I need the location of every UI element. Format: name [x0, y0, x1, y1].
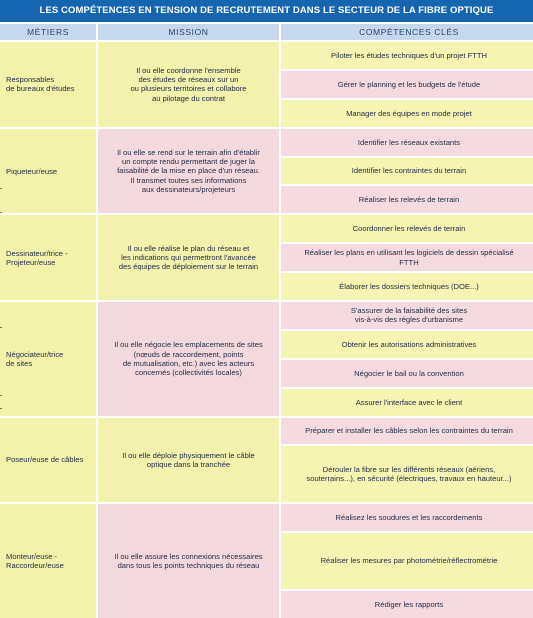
competence-text: Élaborer les dossiers techniques (DOE...)	[339, 281, 479, 291]
competence-text: Manager des équipes en mode projet	[346, 108, 472, 118]
competence-text: Préparer et installer les câbles selon les contraintes du terrain	[305, 426, 513, 436]
competence-cell	[281, 591, 533, 618]
header-competences: COMPÉTENCES CLÉS	[281, 24, 533, 40]
competence-cell	[281, 273, 533, 300]
mission-cell	[98, 129, 279, 214]
metier-cell	[0, 129, 96, 214]
metier-cell	[0, 418, 96, 503]
mission-text: Il ou elle assure les connexions nécessaires dans tous les points techniques du réseau	[114, 551, 263, 571]
metier-label: Piqueteur/euse	[6, 166, 58, 176]
competence-text: Identifier les contraintes du terrain	[351, 166, 467, 176]
competence-text: Piloter les études techniques d'un projet FTTH	[331, 50, 487, 60]
competence-cell	[281, 418, 533, 445]
competence-cell	[281, 186, 533, 213]
margin-mark	[0, 395, 2, 396]
competence-cell	[281, 331, 533, 358]
mission-text: Il ou elle négocie les emplacements de sites (nœuds de raccordement, points de mutualisation, etc.) avec les acteurs concernés (collectivités locales)	[114, 340, 263, 378]
competence-text: Dérouler la fibre sur les différents réseaux (aériens, souterrains...), en sécurité (électriques, travaux en hauteur...)	[306, 465, 512, 484]
metier-cell	[0, 42, 96, 127]
mission-cell	[98, 42, 279, 127]
metier-cell	[0, 302, 96, 416]
mission-cell	[98, 302, 279, 416]
metier-cell	[0, 504, 96, 618]
competence-cell	[281, 158, 533, 185]
mission-text: Il ou elle se rend sur le terrain afin d'établir un compte rendu permettant de juger la faisabilité de la mise en place d'un réseau. Il transmet toutes ses informations aux dessinateurs/projeteurs	[117, 147, 260, 194]
competence-cell	[281, 100, 533, 127]
competence-cell	[281, 302, 533, 329]
competence-text: Négocier le bail ou la convention	[354, 368, 464, 378]
competence-text: Réaliser les plans en utilisant les logiciels de dessin spécialisé FTTH	[304, 248, 514, 267]
competences-table	[0, 24, 533, 618]
metier-label: Monteur/euse - Raccordeur/euse	[6, 552, 64, 571]
competence-text: Réaliser les relevés de terrain	[358, 195, 460, 205]
competence-text: Réalisez les soudures et les raccordements	[335, 513, 483, 523]
competence-text: Obtenir les autorisations administratives	[341, 339, 477, 349]
competence-cell	[281, 533, 533, 589]
competence-text: S'assurer de la faisabilité des sites vis-à-vis des règles d'urbanisme	[350, 306, 468, 325]
header-mission: MISSION	[98, 24, 279, 40]
mission-text: Il ou elle réalise le plan du réseau et les indications qui permettront l'avancée des équipes de déploiement sur le terrain	[118, 243, 259, 272]
competence-cell	[281, 42, 533, 69]
metier-label: Négociateur/trice de sites	[6, 349, 64, 368]
margin-mark	[0, 188, 2, 189]
mission-cell	[98, 215, 279, 300]
competence-cell	[281, 244, 533, 271]
header-metiers: MÉTIERS	[0, 24, 96, 40]
competence-text: Coordonner les relevés de terrain	[352, 224, 466, 234]
competence-text: Assurer l'interface avec le client	[355, 397, 463, 407]
competence-cell	[281, 360, 533, 387]
competence-cell	[281, 389, 533, 416]
competence-cell	[281, 129, 533, 156]
competence-cell	[281, 446, 533, 502]
margin-mark	[0, 408, 2, 409]
metier-cell	[0, 215, 96, 300]
competence-cell	[281, 215, 533, 242]
competence-text: Identifier les réseaux existants	[357, 137, 461, 147]
mission-text: Il ou elle coordonne l'ensemble des études de réseaux sur un ou plusieurs territoires et collabore au pilotage du contrat	[130, 65, 247, 103]
mission-cell	[98, 504, 279, 618]
table-title: LES COMPÉTENCES EN TENSION DE RECRUTEMENT DANS LE SECTEUR DE LA FIBRE OPTIQUE	[0, 0, 533, 22]
margin-mark	[0, 212, 2, 213]
competence-text: Réaliser les mesures par photométrie/réflectrométrie	[320, 556, 498, 566]
mission-text: Il ou elle déploie physiquement le câble optique dans la tranchée	[122, 450, 255, 469]
mission-cell	[98, 418, 279, 503]
metier-label: Responsables de bureaux d'études	[6, 75, 75, 94]
competence-text: Rédiger les rapports	[374, 599, 444, 609]
competence-cell	[281, 504, 533, 531]
metier-label: Poseur/euse de câbles	[6, 455, 84, 465]
competence-text: Gérer le planning et les budgets de l'étude	[337, 79, 481, 89]
metier-label: Dessinateur/trice - Projeteur/euse	[6, 248, 68, 267]
competence-cell	[281, 71, 533, 98]
margin-mark	[0, 327, 2, 328]
